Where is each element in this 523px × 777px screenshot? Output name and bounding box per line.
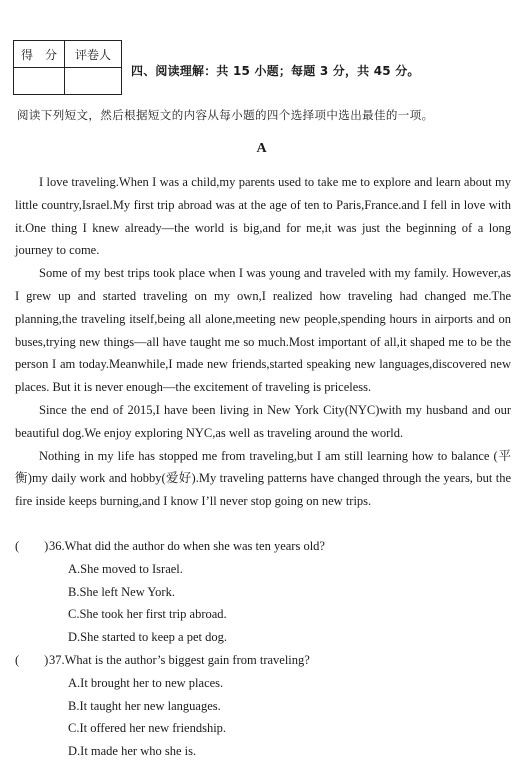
question: [15, 649, 511, 763]
option: A.She moved to Israel.: [68, 561, 183, 576]
instruction: 阅读下列短文，然后根据短文的内容从每小题的四个选择项中选出最佳的一项。: [17, 108, 434, 122]
question: [15, 535, 511, 649]
answer-blank[interactable]: ( ): [15, 652, 49, 667]
option: D.It made her who she is.: [68, 744, 197, 759]
question-list: [15, 535, 511, 763]
passage-label: A: [256, 141, 267, 156]
score-label: 得 分: [14, 41, 65, 68]
option: A.It brought her to new places.: [68, 675, 224, 690]
score-box: [13, 40, 122, 95]
option: C.She took her first trip abroad.: [68, 607, 227, 622]
option: B.She left New York.: [68, 584, 175, 599]
grader-label: 评卷人: [65, 41, 122, 68]
answer-blank[interactable]: ( ): [15, 539, 49, 553]
option: C.It offered her new friendship.: [68, 721, 227, 736]
option: B.It taught her new languages.: [68, 698, 221, 713]
option: D.She started to keep a pet dog.: [68, 630, 227, 645]
question-stem: 36.What did the author do when she was ten years old?: [49, 539, 325, 553]
paragraph: I love traveling.When I was a child,my parents used to take me to explore and learn about my little country,Israel.My first trip abroad was at the age of ten to Paris,France.and I fell in love with it.One thing I knew already—the world is big,and for me,it was just the beginning of a long journey to come.: [15, 175, 511, 258]
grader-cell[interactable]: [65, 68, 122, 95]
paragraph: Nothing in my life has stopped me from traveling,but I am still learning how to balance (平衡)my daily work and hobby(爱好).My traveling patterns have changed through the years, but the fire inside keeps burning,and I know I’ll never stop going on new trips.: [15, 448, 511, 509]
paragraph: Since the end of 2015,I have been living in New York City(NYC)with my husband and our beautiful dog.We enjoy exploring NYC,as well as traveling around the world.: [15, 402, 511, 440]
section-title: 四、阅读理解：共 15 小题；每题 3 分，共 45 分。: [131, 64, 420, 78]
question-stem: 37.What is the author’s biggest gain from traveling?: [49, 652, 310, 667]
paragraph: Some of my best trips took place when I was young and traveled with my family. However,as I grew up and started traveling on my own,I realized how traveling had changed me.The planning,the traveling itself,being all alone,meeting new people,spending hours in airports and on buses,trying new things—all have taught me so much.Most important of all,it shaped me to be the person I am today.Meanwhile,I made new friends,started speaking new languages,discovered new places. But it is never enough—the excitement of traveling is priceless.: [15, 266, 511, 395]
passage: [15, 171, 511, 513]
score-cell[interactable]: [14, 68, 65, 95]
